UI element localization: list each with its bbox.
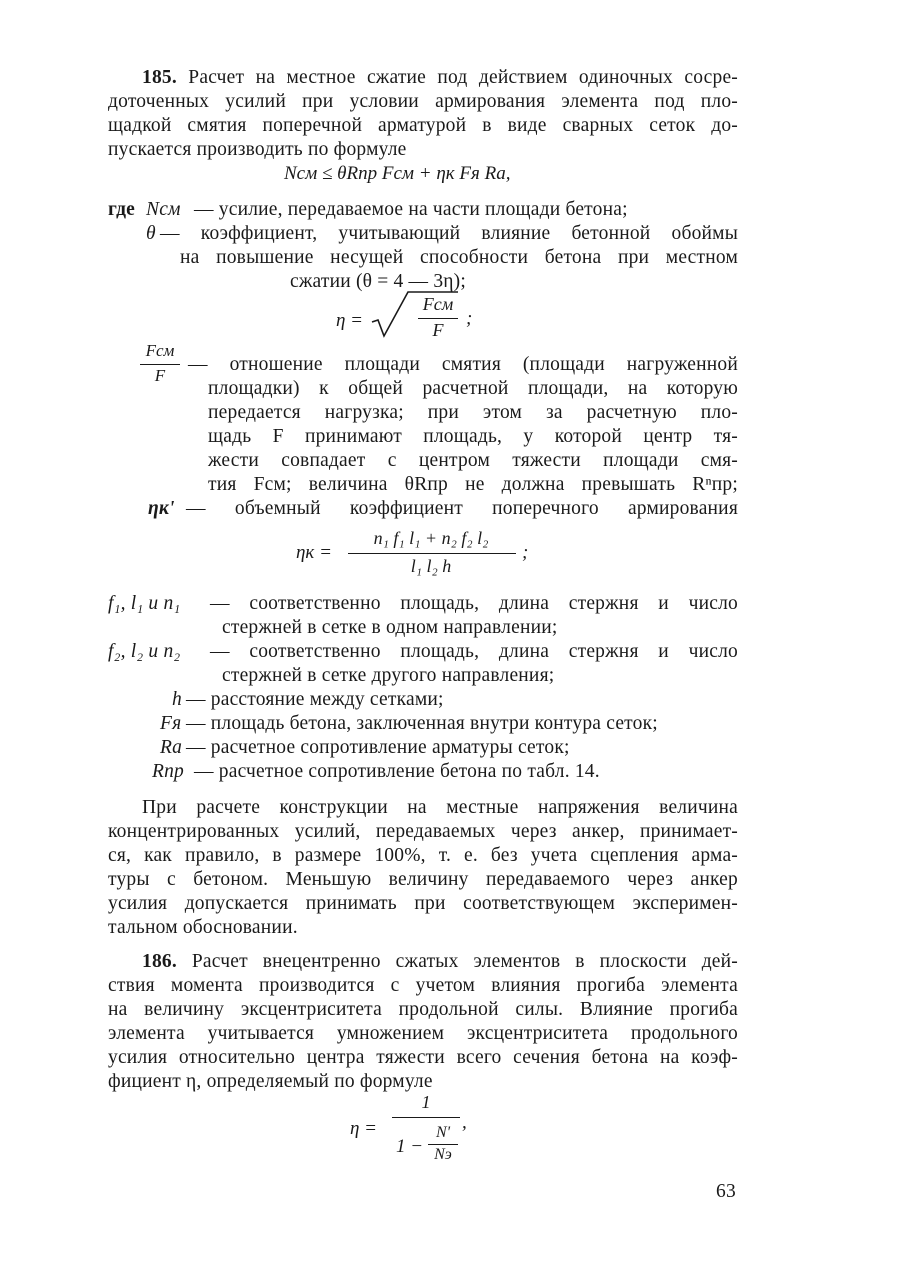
def2-text-2: стержней в сетке в одном направлении; (222, 617, 558, 638)
def2-text-fya: — площадь бетона, заключенная внутри контура сеток; (186, 713, 658, 734)
ratio-den: F (154, 366, 166, 385)
etak-num: n₁ f₁ l₁ + n₂ f₂ l₂ (373, 528, 489, 548)
eta-formula-lhs: η = (336, 310, 363, 331)
page-number: 63 (716, 1181, 736, 1202)
etak-fraction-bar (348, 553, 516, 554)
def2-term-rpr: Rпр (152, 761, 185, 782)
etak-text: — объемный коэффициент поперечного армирования (186, 498, 738, 519)
p186-line-1 (142, 950, 738, 974)
def-text-nsm: — усилие, передаваемое на части площади бетона; (194, 199, 628, 220)
eta-final-den-lead: 1 − (396, 1136, 424, 1157)
def2-term-h: h (172, 689, 182, 710)
ratio-line-1: — отношение площади смятия (площади нагруженной (188, 354, 738, 375)
p186-line-4: элемента учитывается умножением эксцентриситета продольного (108, 1023, 738, 1044)
def2-text-h: — расстояние между сетками; (186, 689, 444, 710)
anchor-line-1: При расчете конструкции на местные напряжения величина (142, 797, 738, 818)
def-text-theta: — коэффициент, учитывающий влияние бетонной обоймы (160, 223, 738, 244)
section-number-186: 186. (142, 951, 177, 972)
def2-term-ra: Rа (160, 737, 183, 758)
ratio-line-2: площадки) к общей расчетной площади, на которую (208, 378, 738, 399)
def-term-nsm: Nсм (146, 199, 181, 220)
def2-term-3: f₂, l₂ и n₂ (108, 641, 181, 662)
p186-line-6: фициент η, определяемый по формуле (108, 1071, 433, 1092)
p185-line-2: доточенных усилий при условии армирования элемента под пло- (108, 91, 738, 112)
p185-line-4: пускается производить по формуле (108, 139, 407, 160)
p185-line-1 (142, 66, 738, 90)
eta-final-den-num: N' (435, 1124, 451, 1141)
section-number-185: 185. (142, 67, 177, 88)
etak-term: ηк' (148, 498, 175, 519)
ratio-num: Fсм (145, 341, 175, 360)
eta-den: F (432, 320, 444, 340)
anchor-line-3: ся, как правило, в размере 100%, т. е. без учета сцепления арма- (108, 845, 738, 866)
anchor-line-2: концентрированных усилий, передаваемых через анкер, принимает- (108, 821, 738, 842)
def2-text-rpr: — расчетное сопротивление бетона по табл. 14. (194, 761, 600, 782)
def2-text-4: стержней в сетке другого направления; (222, 665, 555, 686)
theta-cont-1: на повышение несущей способности бетона при местном (180, 247, 738, 268)
etak-formula-end: ; (522, 542, 529, 563)
theta-cont-2: сжатии (θ = 4 — 3η); (290, 271, 466, 292)
p185-text: Расчет на местное сжатие под действием одиночных сосре- (188, 67, 738, 88)
p186-line-5: усилия относительно центра тяжести всего сечения бетона на коэф- (108, 1047, 738, 1068)
ratio-line-3: передается нагрузка; при этом за расчетную пло- (208, 402, 738, 423)
eta-final-end: , (462, 1112, 467, 1133)
p186-line-2: ствия момента производится с учетом влияния прогиба элемента (108, 975, 738, 996)
p186-line-3: на величину эксцентриситета продольной силы. Влияние прогиба (108, 999, 738, 1020)
ratio-line-4: щадь F принимают площадь, у которой центр тя- (208, 426, 738, 447)
ratio-line-6: тия Fсм; величина θRпр не должна превышать Rⁿпр; (208, 474, 738, 495)
eta-final-lhs: η = (350, 1118, 377, 1139)
etak-formula-lhs-text: ηк = (296, 542, 332, 563)
def2-term-1: f₁, l₁ и n₁ (108, 593, 181, 614)
def2-text-3: — соответственно площадь, длина стержня и число (210, 641, 738, 662)
anchor-line-6: тальном обосновании. (108, 917, 298, 938)
eta-final-den-den: Nэ (434, 1146, 452, 1163)
eta-final-bar (392, 1117, 460, 1118)
def2-text-ra: — расчетное сопротивление арматуры сеток; (186, 737, 570, 758)
ratio-line-5: жести совпадает с центром тяжести площади смя- (208, 450, 738, 471)
def-term-theta: θ (146, 223, 156, 244)
p186-text: Расчет внецентренно сжатых элементов в плоскости дей- (191, 951, 738, 972)
def2-text-1: — соответственно площадь, длина стержня и число (210, 593, 738, 614)
eta-final-num: 1 (421, 1092, 431, 1112)
eta-formula-end: ; (466, 308, 473, 329)
anchor-line-4: туры с бетоном. Меньшую величину передаваемого через анкер (108, 869, 738, 890)
etak-den: l₁ l₂ h (410, 556, 452, 576)
def2-term-fya: Fя (160, 713, 182, 734)
p185-line-3: щадкой смятия поперечной арматурой в виде сварных сеток до- (108, 115, 738, 136)
formula-main: Nсм ≤ θRпр Fсм + ηк Fя Rа, (284, 163, 511, 184)
where-label: где (108, 199, 136, 220)
eta-num: Fсм (422, 294, 454, 314)
anchor-line-5: усилия допускается принимать при соответствующем эксперимен- (108, 893, 738, 914)
